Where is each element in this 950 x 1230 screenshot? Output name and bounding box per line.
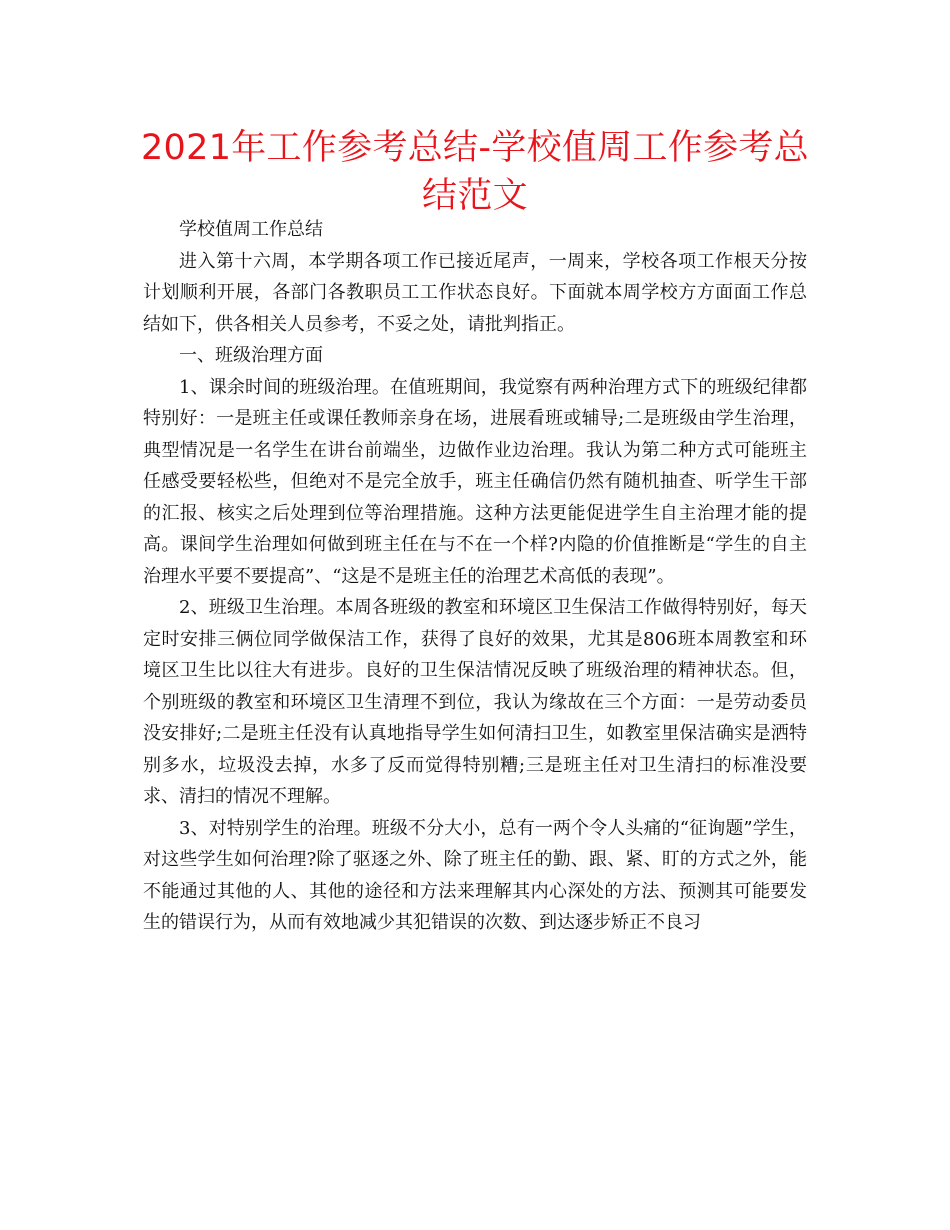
- document-title: 2021年工作参考总结-学校值周工作参考总结范文: [140, 128, 809, 216]
- paragraph-item-2: 2、班级卫生治理。本周各班级的教室和环境区卫生保洁工作做得特别好，每天定时安排三俩位同学做保洁工作，获得了良好的效果，尤其是806班本周教室和环境区卫生比以往大有进步。良好的卫生保洁情况反映了班级治理的精神状态。但，个别班级的教室和环境区卫生清理不到位，我认为缘故在三个方面：一是劳动委员没安排好;二是班主任没有认真地指导学生如何清扫卫生，如教室里保洁确实是洒特别多水，垃圾没去掉，水多了反而觉得特别糟;三是班主任对卫生清扫的标准没要求、清扫的情况不理解。: [143, 597, 807, 807]
- paragraph-intro: 进入第十六周，本学期各项工作已接近尾声，一周来，学校各项工作根天分按计划顺利开展，各部门各教职员工工作状态良好。下面就本周学校方方面面工作总结如下，供各相关人员参考，不妥之处，请批判指正。: [143, 250, 807, 335]
- paragraph-item-1: 1、课余时间的班级治理。在值班期间，我觉察有两种治理方式下的班级纪律都特别好：一是班主任或课任教师亲身在场，进展看班或辅导;二是班级由学生治理，典型情况是一名学生在讲台前端坐，边做作业边治理。我认为第二种方式可能班主任感受要轻松些，但绝对不是完全放手，班主任确信仍然有随机抽查、听学生干部的汇报、核实之后处理到位等治理措施。这种方法更能促进学生自主治理才能的提高。课间学生治理如何做到班主任在与不在一个样?内隐的价值推断是“学生的自主治理水平要不要提高”、“这是不是班主任的治理艺术高低的表现”。: [143, 376, 807, 587]
- section-heading: 一、班级治理方面: [179, 345, 323, 366]
- document-body: [143, 214, 807, 939]
- paragraph-item-3: 3、对特别学生的治理。班级不分大小，总有一两个令人头痛的“征询题”学生，对这些学生如何治理?除了驱逐之外、除了班主任的勤、跟、紧、盯的方式之外，能不能通过其他的人、其他的途径和方法来理解其内心深处的方法、预测其可能要发生的错误行为，从而有效地减少其犯错误的次数、到达逐步矫正不良习: [143, 817, 807, 933]
- section-subtitle: 学校值周工作总结: [179, 219, 323, 240]
